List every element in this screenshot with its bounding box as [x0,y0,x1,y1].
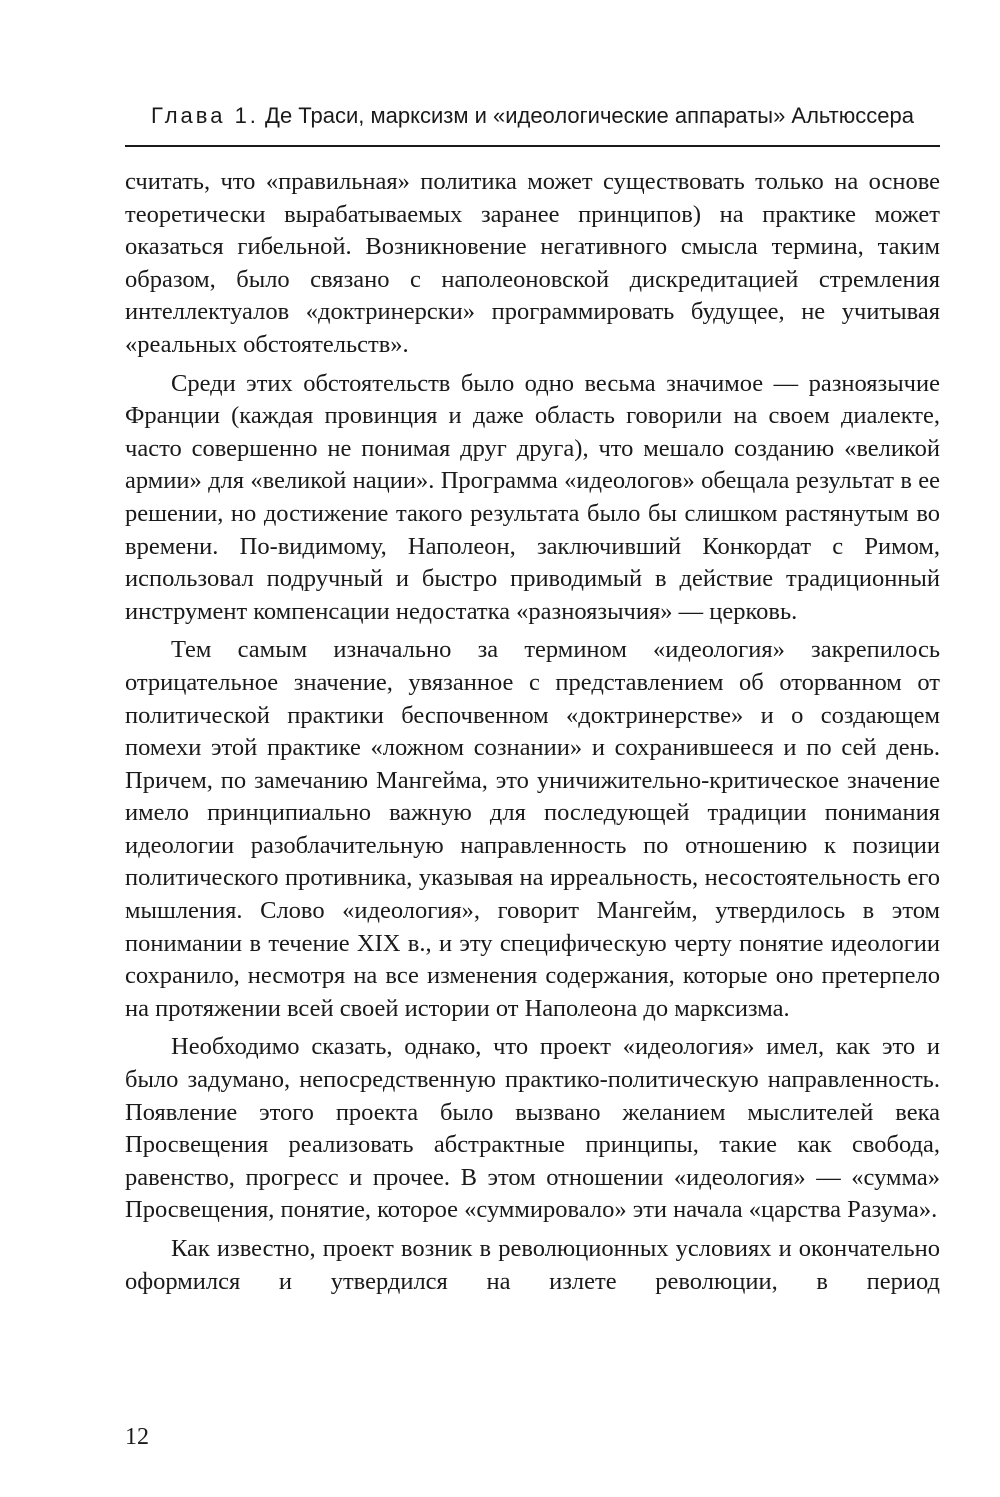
chapter-label: Глава 1. [151,103,259,128]
chapter-title: Де Траси, марксизм и «идеологические аппараты» Альтюссера [265,103,914,128]
paragraph-continued: считать, что «правильная» политика может существовать только на основе теоретически вырабатываемых заранее принципов) на практике может оказаться гибельной. Возникновение негативного смысла термина, таким образом, было связано с наполеоновской дискредитацией стремления интеллектуалов «доктринерски» программировать будущее, не учитывая «реальных обстоятельств». [125,168,940,358]
paragraph: Необходимо сказать, однако, что проект «идеология» имел, как это и было задумано, непосредственную практико-политическую направленность. Появление этого проекта было вызвано желанием мыслителей века Просвещения реализовать абстрактные принципы, такие как свобода, равенство, прогресс и прочее. В этом отношении «идеология» — «сумма» Просвещения, понятие, которое «суммировало» эти начала «царства Разума». [125,1033,940,1224]
running-header [125,101,940,131]
paragraph-continues: Как известно, проект возник в революционных условиях и окончательно оформился и утвердился на излете революции, в период [125,1235,940,1295]
paragraph: Среди этих обстоятельств было одно весьма значимое — разноязычие Франции (каждая провинция и даже область говорили на своем диалекте, часто совершенно не понимая друг друга), что мешало созданию «великой армии» для «великой нации». Программа «идеологов» обещала результат в ее решении, но достижение такого результата было бы слишком растянутым во времени. По-видимому, Наполеон, заключивший Конкордат с Римом, использовал подручный и быстро приводимый в действие традиционный инструмент компенсации недостатка «разноязычия» — церковь. [125,369,940,625]
body-text [125,166,940,1304]
page-number: 12 [125,1424,149,1450]
paragraph: Тем самым изначально за термином «идеология» закрепилось отрицательное значение, увязанное с представлением об оторванном от политической практики беспочвенном «доктринерстве» и о создающем помехи этой практике «ложном сознании» и сохранившееся и по сей день. Причем, по замечанию Мангейма, это уничижительно-критическое значение имело принципиально важную для последующей традиции понимания идеологии разоблачительную направленность по отношению к позиции политического противника, указывая на ирреальность, несостоятельность его мышления. Слово «идеология», говорит Мангейм, утвердилось в этом понимании в течение XIX в., и эту специфическую черту понятие идеологии сохранило, несмотря на все изменения содержания, которые оно претерпело на протяжении всей своей истории от Наполеона до марксизма. [125,636,940,1022]
header-rule [125,145,940,147]
